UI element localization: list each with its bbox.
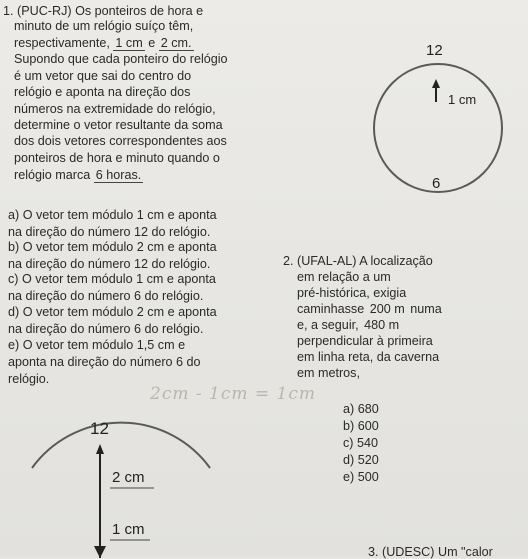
clock-time: 6 horas. <box>95 168 142 182</box>
vector-label-1cm: 1 cm <box>112 521 145 538</box>
arrow-up-icon <box>96 444 104 454</box>
q2-line-8: em metros, <box>297 366 360 380</box>
q1-line-5: é um vetor que sai do centro do <box>14 69 192 83</box>
q2-line-3: pré-histórica, exigia <box>297 286 407 300</box>
q2-line-7: em linha reta, da caverna <box>297 350 440 364</box>
q2-option-b[interactable]: b) 600 <box>343 419 379 433</box>
q1-option-d-line-2: na direção do número 6 do relógio. <box>8 322 204 336</box>
q2-line-5 <box>297 318 528 332</box>
q3-partial-heading: 3. (UDESC) Um "calor <box>368 545 493 559</box>
vector-label-2cm: 2 cm <box>112 469 145 486</box>
q1-line-10: ponteiros de hora e minuto quando o <box>14 151 220 165</box>
q2-line-1: 2. (UFAL-AL) A localização <box>283 254 433 268</box>
q2-line-4-text: caminhasse <box>297 302 365 316</box>
clock-label-12: 12 <box>426 42 443 59</box>
q1-option-e-line-2: aponta na direção do número 6 do <box>8 355 201 369</box>
q1-conj: e <box>148 36 156 50</box>
q1-option-b-line-2: na direção do número 12 do relógio. <box>8 257 211 271</box>
vector-label-1cm: 1 cm <box>448 92 477 107</box>
q2-line-4 <box>297 302 528 316</box>
q1-option-d-line-1: d) O vetor tem módulo 2 cm e aponta <box>8 305 217 319</box>
arrow-down-icon <box>94 546 106 558</box>
q1-option-c-line-1: c) O vetor tem módulo 1 cm e aponta <box>8 272 216 286</box>
q2-option-e[interactable]: e) 500 <box>343 470 379 484</box>
q1-option-b-line-1: b) O vetor tem módulo 2 cm e aponta <box>8 240 217 254</box>
hour-hand-length: 1 cm <box>115 36 143 50</box>
q1-line-2: minuto de um relógio suíço têm, <box>14 19 194 33</box>
q2-line-5-text: e, a seguir, <box>297 318 359 332</box>
q1-line-3 <box>14 36 194 50</box>
q1-option-d[interactable] <box>8 305 217 336</box>
handwritten-calculation: 2cm - 1cm = 1cm <box>150 384 316 404</box>
q1-option-e[interactable] <box>8 338 201 386</box>
q1-line-1: 1. (PUC-RJ) Os ponteiros de hora e <box>3 4 204 18</box>
q1-option-a[interactable] <box>8 208 217 239</box>
q2-line-4-tail: numa <box>410 302 442 316</box>
clock-label-12: 12 <box>90 419 109 438</box>
distance-2: 480 m <box>364 318 400 332</box>
q2-line-6: perpendicular à primeira <box>297 334 433 348</box>
q1-line-6: relógio e aponta na direção dos <box>14 85 191 99</box>
q1-option-c-line-2: na direção do número 6 do relógio. <box>8 289 204 303</box>
q1-option-a-line-1: a) O vetor tem módulo 1 cm e aponta <box>8 208 217 222</box>
q1-line-11-text: relógio marca <box>14 168 91 182</box>
q2-option-c[interactable]: c) 540 <box>343 436 379 450</box>
q2-line-2: em relação a um <box>297 270 391 284</box>
minute-hand-length: 2 cm. <box>160 36 192 50</box>
q1-line-11 <box>14 168 143 182</box>
q1-option-e-line-1: e) O vetor tem módulo 1,5 cm e <box>8 338 186 352</box>
clock-face-circle <box>374 64 502 192</box>
q1-line-8: determine o vetor resultante da soma <box>14 118 223 132</box>
clock-diagram-top <box>370 36 520 196</box>
q1-line-9: dos dois vetores correspondentes aos <box>14 134 227 148</box>
q1-option-a-line-2: na direção do número 12 do relógio. <box>8 225 211 239</box>
q1-option-e-line-3: relógio. <box>8 372 50 386</box>
q1-option-b[interactable] <box>8 240 217 271</box>
q2-option-d[interactable]: d) 520 <box>343 453 379 467</box>
q1-line-3-text: respectivamente, <box>14 36 110 50</box>
q1-line-7: números na extremidade do relógio, <box>14 102 216 116</box>
clock-label-6: 6 <box>432 175 441 192</box>
q2-option-a[interactable]: a) 680 <box>343 402 379 416</box>
distance-1: 200 m <box>369 302 405 316</box>
clock-diagram-bottom <box>30 408 220 558</box>
q1-option-c[interactable] <box>8 272 216 303</box>
arrow-up-icon <box>432 79 440 88</box>
clock-face-arc <box>32 423 210 468</box>
q1-line-4: Supondo que cada ponteiro do relógio <box>14 52 228 66</box>
